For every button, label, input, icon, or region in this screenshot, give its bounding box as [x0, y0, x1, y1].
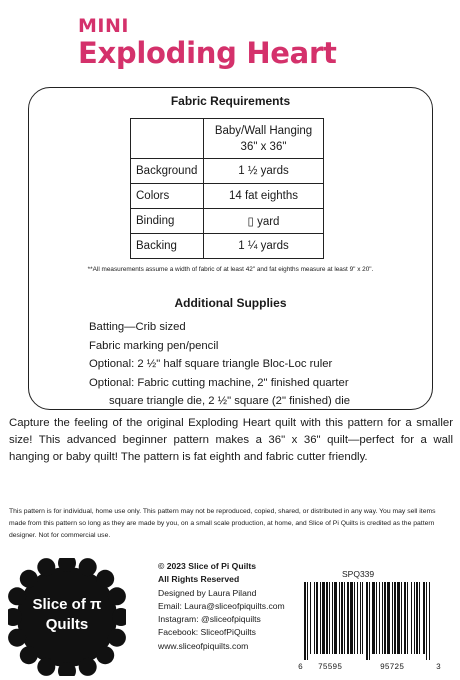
row-value: 1 ½ yards: [204, 159, 324, 184]
legal-notice: This pattern is for individual, home use only. This pattern may not be reproduced, copied, shared, or distributed in any way. You may sell items made from this pattern so long as they are made by you, on a small scale production, at home, and Slice of Pi Quilts is credited as the pattern designer. Not for commercial use.: [9, 508, 436, 539]
header-size-label: 36" x 36": [240, 140, 287, 153]
table-row: [131, 209, 324, 234]
email-line[interactable]: Email: Laura@sliceofpiquilts.com: [158, 600, 285, 611]
facebook-line[interactable]: Facebook: SliceofPiQuilts: [158, 627, 256, 638]
instagram-line[interactable]: Instagram: @sliceofpiquilts: [158, 614, 261, 625]
contact-info: [158, 560, 285, 653]
additional-supplies-heading: Additional Supplies: [174, 296, 287, 310]
list-item: Optional: Fabric cutting machine, 2" finished quarter: [89, 376, 349, 389]
copyright-line: © 2023 Slice of Pi Quilts: [158, 561, 257, 571]
pattern-description: Capture the feeling of the original Exploding Heart quilt with this pattern for a smaller size! This advanced beginner pattern makes a 36" x 36" quilt—perfect for a wall hanging or baby quilt! The pattern is fat eighth and fabric cutter friendly.: [9, 417, 453, 463]
table-corner-cell: [131, 119, 204, 159]
barcode-digit-first: 6: [298, 663, 303, 672]
website-link[interactable]: www.sliceofpiquilts.com: [158, 640, 249, 651]
sku-label: SPQ339: [342, 569, 375, 579]
list-item: Optional: 2 ½" half square triangle Bloc-Loc ruler: [89, 358, 333, 370]
slice-of-pi-logo: [8, 558, 126, 676]
table-row: [131, 234, 324, 259]
title-mini: MINI: [78, 15, 129, 37]
logo-line1: Slice of π: [32, 596, 102, 613]
row-value: ▯ yard: [204, 209, 324, 234]
row-label: Backing: [131, 234, 204, 259]
supplies-list: [89, 318, 350, 411]
rights-line: All Rights Reserved: [158, 574, 240, 585]
table-row: [131, 159, 324, 184]
pattern-title: [78, 16, 337, 70]
table-row: [131, 184, 324, 209]
title-main: Exploding Heart: [78, 36, 337, 70]
list-item: square triangle die, 2 ½" square (2" finished) die: [109, 395, 351, 407]
list-item: Batting—Crib sized: [89, 321, 186, 333]
table-header-row: [131, 119, 324, 159]
measurement-note: **All measurements assume a width of fabric of at least 42" and fat eighths measure at least 9" x 20".: [87, 266, 374, 273]
row-label: Colors: [131, 184, 204, 209]
logo-line2: Quilts: [45, 616, 89, 633]
row-value: 14 fat eighths: [204, 184, 324, 209]
row-value: 1 ¼ yards: [204, 234, 324, 259]
header-col-label: Baby/Wall Hanging: [214, 124, 313, 137]
fabric-requirements-heading: Fabric Requirements: [170, 94, 291, 108]
barcode-digits-right: 95725: [380, 663, 405, 672]
list-item: Fabric marking pen/pencil: [89, 339, 219, 352]
table-header-cell: [204, 119, 324, 159]
fabric-table: [130, 118, 324, 259]
requirements-box: [28, 87, 433, 410]
barcode-digits-left: 75595: [318, 663, 343, 672]
designer-line: Designed by Laura Piland: [158, 587, 257, 598]
barcode-digit-last: 3: [436, 663, 441, 672]
barcode-icon: [302, 582, 432, 660]
row-label: Binding: [131, 209, 204, 234]
row-label: Background: [131, 159, 204, 184]
